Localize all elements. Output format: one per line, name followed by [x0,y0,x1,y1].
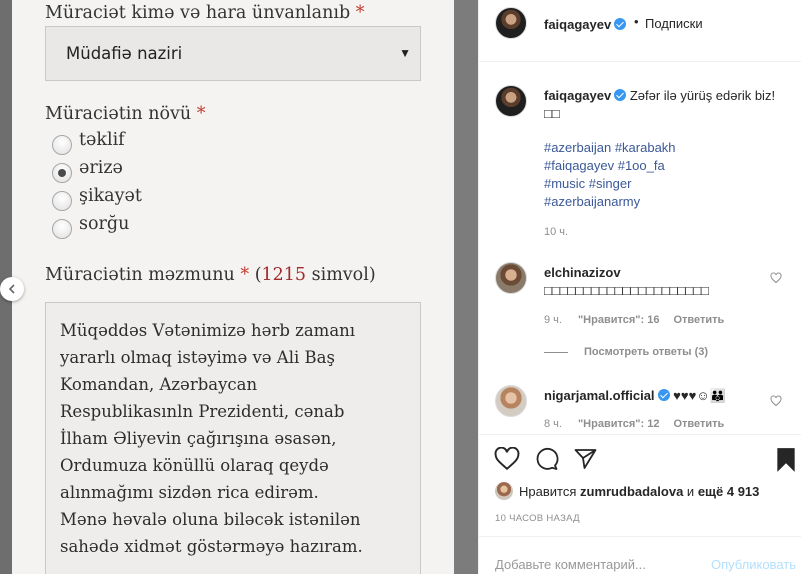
follow-status-button[interactable]: Подписки [645,16,703,31]
radio-label: ərizə [79,158,123,178]
instagram-post-panel [478,0,801,574]
radio-button[interactable] [52,219,72,239]
view-replies-button[interactable]: Посмотреть ответы (3) [544,346,708,358]
comment-icon[interactable] [534,447,559,471]
radio-option-sorgu[interactable] [52,214,130,239]
bookmark-icon[interactable] [775,447,797,473]
hashtag-link[interactable]: #faiqagayev #1oo_fa [544,158,665,173]
radio-option-teklif[interactable] [52,130,125,155]
hashtag-link[interactable]: #music #singer [544,176,632,191]
radio-button-checked[interactable] [52,163,72,183]
comment [544,387,726,405]
hashtag-list [544,139,676,211]
caption-time: 10 ч. [544,226,569,238]
comment-likes[interactable]: "Нравится": 16 [577,314,660,326]
required-mark: * [196,104,206,124]
required-mark: * [240,265,250,285]
post-timestamp: 10 ЧАСОВ НАЗАД [495,513,580,524]
comment-avatar[interactable] [495,262,527,294]
prev-slide-button[interactable] [0,277,24,301]
author-avatar[interactable] [495,7,527,39]
reply-button[interactable]: Ответить [673,418,725,430]
radio-label: təklif [79,130,125,150]
share-icon[interactable] [573,447,598,471]
comment-input[interactable]: Добавьте комментарий... [495,557,646,572]
likes-summary: Нравится zumrudbadalova и ещё 4 913 [495,482,759,500]
separator-dot: • [634,14,639,29]
publish-button[interactable]: Опубликовать [710,557,796,572]
comment-meta [544,418,724,430]
comment-avatar[interactable] [495,385,527,417]
caption-avatar[interactable] [495,85,527,117]
comment-like-icon[interactable] [770,272,782,284]
addressee-select[interactable] [45,26,421,81]
content-label: Müraciətin məzmunu * (1215 simvol) [45,265,376,285]
replies-divider [544,352,568,353]
likes-count[interactable]: ещё 4 913 [697,484,760,499]
radio-label: sorğu [79,214,130,234]
chevron-down-icon: ▼ [399,46,411,60]
comment-like-icon[interactable] [770,395,782,407]
comment-text: ♥♥♥☺👪 [673,388,726,403]
radio-button[interactable] [52,191,72,211]
comment-username[interactable]: elchinazizov [544,265,621,280]
addressee-label: Müraciət kimə və hara ünvanlanıb * [45,3,365,23]
hashtag-link[interactable]: #azerbaijanarmy [544,194,641,209]
type-label: Müraciətin növü * [45,104,206,124]
liker-username[interactable]: zumrudbadalova [580,484,684,499]
comment-meta [544,314,724,326]
content-textarea[interactable] [45,302,421,574]
author-username[interactable]: faiqagayev [544,16,626,34]
radio-option-sikayet[interactable] [52,186,142,211]
application-form [12,0,454,574]
backdrop-strip [454,0,478,574]
post-actions [479,434,801,484]
caption-text: Zəfər ilə yürüş edərik biz! □□ [544,88,776,121]
radio-button[interactable] [52,135,72,155]
heart-icon[interactable] [494,447,520,471]
comment-time: 8 ч. [544,418,562,430]
verified-badge-icon [614,89,626,101]
hashtag-link[interactable]: #azerbaijan #karabakh [544,140,676,155]
comment-text: □□□□□□□□□□□□□□□□□□□□□ [544,283,709,298]
comment [544,264,759,300]
comment-username[interactable]: nigarjamal.official [544,388,655,403]
comment-likes[interactable]: "Нравится": 12 [577,418,660,430]
reply-button[interactable]: Ответить [673,314,725,326]
required-mark: * [355,3,365,23]
caption [544,87,784,123]
char-count: 1215 [261,265,307,285]
comment-time: 9 ч. [544,314,562,326]
content-text: Müqəddəs Vətənimizə hərb zamanı yararlı olmaq istəyimə və Ali Baş Komandan, Azərbaycan Respublikasınln Prezidenti, cənab İlham Əliyevin çağırışına əsasən, Ordumuza könüllü olaraq qeydə alınmağımı sizdən rica edirəm. Mənə həvalə oluna biləcək istənilən sahədə xidmət göstərməyə hazıram. [60,321,363,556]
comment-bar [479,536,801,574]
verified-badge-icon [658,389,670,401]
radio-option-erize[interactable] [52,158,123,183]
addressee-select-value: Müdafiə naziri [66,44,183,63]
radio-label: şikayət [79,186,142,206]
liker-avatar[interactable] [495,482,513,500]
chevron-left-icon [7,284,17,294]
post-header [479,0,801,62]
caption-username[interactable]: faiqagayev [544,88,612,103]
verified-badge-icon [614,18,626,30]
